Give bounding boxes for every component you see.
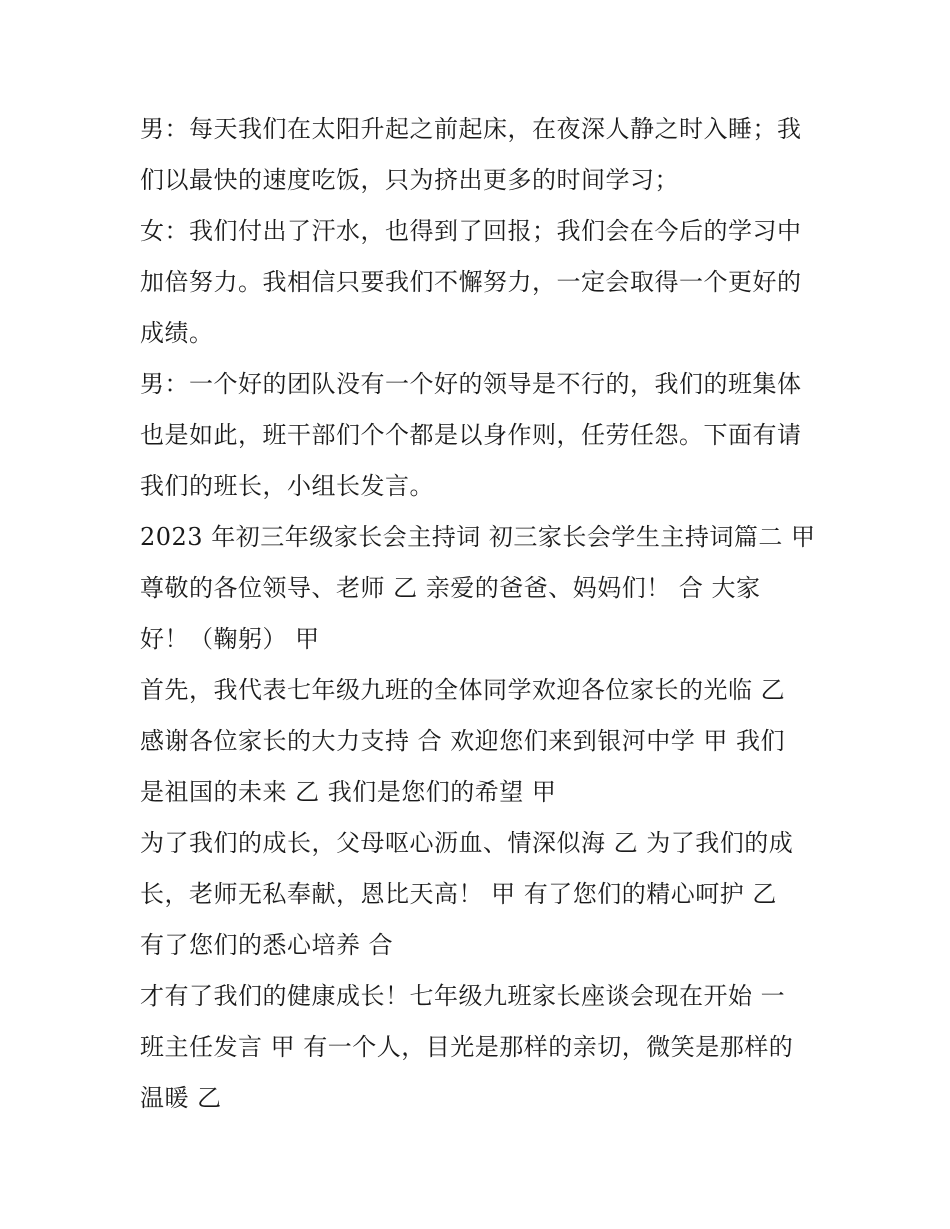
text-line: 男：每天我们在太阳升起之前起床，在夜深人静之时入睡；我: [140, 115, 802, 143]
text-line: 长，老师无私奉献，恩比天高！ 甲 有了您们的精心呵护 乙: [140, 880, 777, 908]
text-line: 2023 年初三年级家长会主持词 初三家长会学生主持词篇二 甲: [140, 523, 816, 551]
text-line: 我们的班长，小组长发言。: [140, 472, 434, 500]
text-line: 成绩。: [140, 319, 214, 347]
text-line: 尊敬的各位领导、老师 乙 亲爱的爸爸、妈妈们！ 合 大家: [140, 574, 761, 602]
text-line: 女：我们付出了汗水，也得到了回报；我们会在今后的学习中: [140, 217, 802, 245]
text-line: 为了我们的成长，父母呕心沥血、情深似海 乙 为了我们的成: [140, 829, 794, 857]
text-line: 感谢各位家长的大力支持 合 欢迎您们来到银河中学 甲 我们: [140, 727, 786, 755]
text-line: 才有了我们的健康成长！七年级九班家长座谈会现在开始 一: [140, 982, 786, 1010]
document-body: [140, 104, 820, 1124]
text-line: 有了您们的悉心培养 合: [140, 931, 394, 959]
text-line: 温暖 乙: [140, 1084, 222, 1112]
text-line: 首先，我代表七年级九班的全体同学欢迎各位家长的光临 乙: [140, 676, 786, 704]
text-line: 们以最快的速度吃饭，只为挤出更多的时间学习；: [140, 166, 679, 194]
text-line: 男：一个好的团队没有一个好的领导是不行的，我们的班集体: [140, 370, 802, 398]
text-line: 班主任发言 甲 有一个人，目光是那样的亲切，微笑是那样的: [140, 1033, 794, 1061]
text-line: 加倍努力。我相信只要我们不懈努力，一定会取得一个更好的: [140, 268, 802, 296]
text-line: 好！（鞠躬） 甲: [140, 625, 320, 653]
text-line: 也是如此，班干部们个个都是以身作则，任劳任怨。下面有请: [140, 421, 802, 449]
text-line: 是祖国的未来 乙 我们是您们的希望 甲: [140, 778, 557, 806]
